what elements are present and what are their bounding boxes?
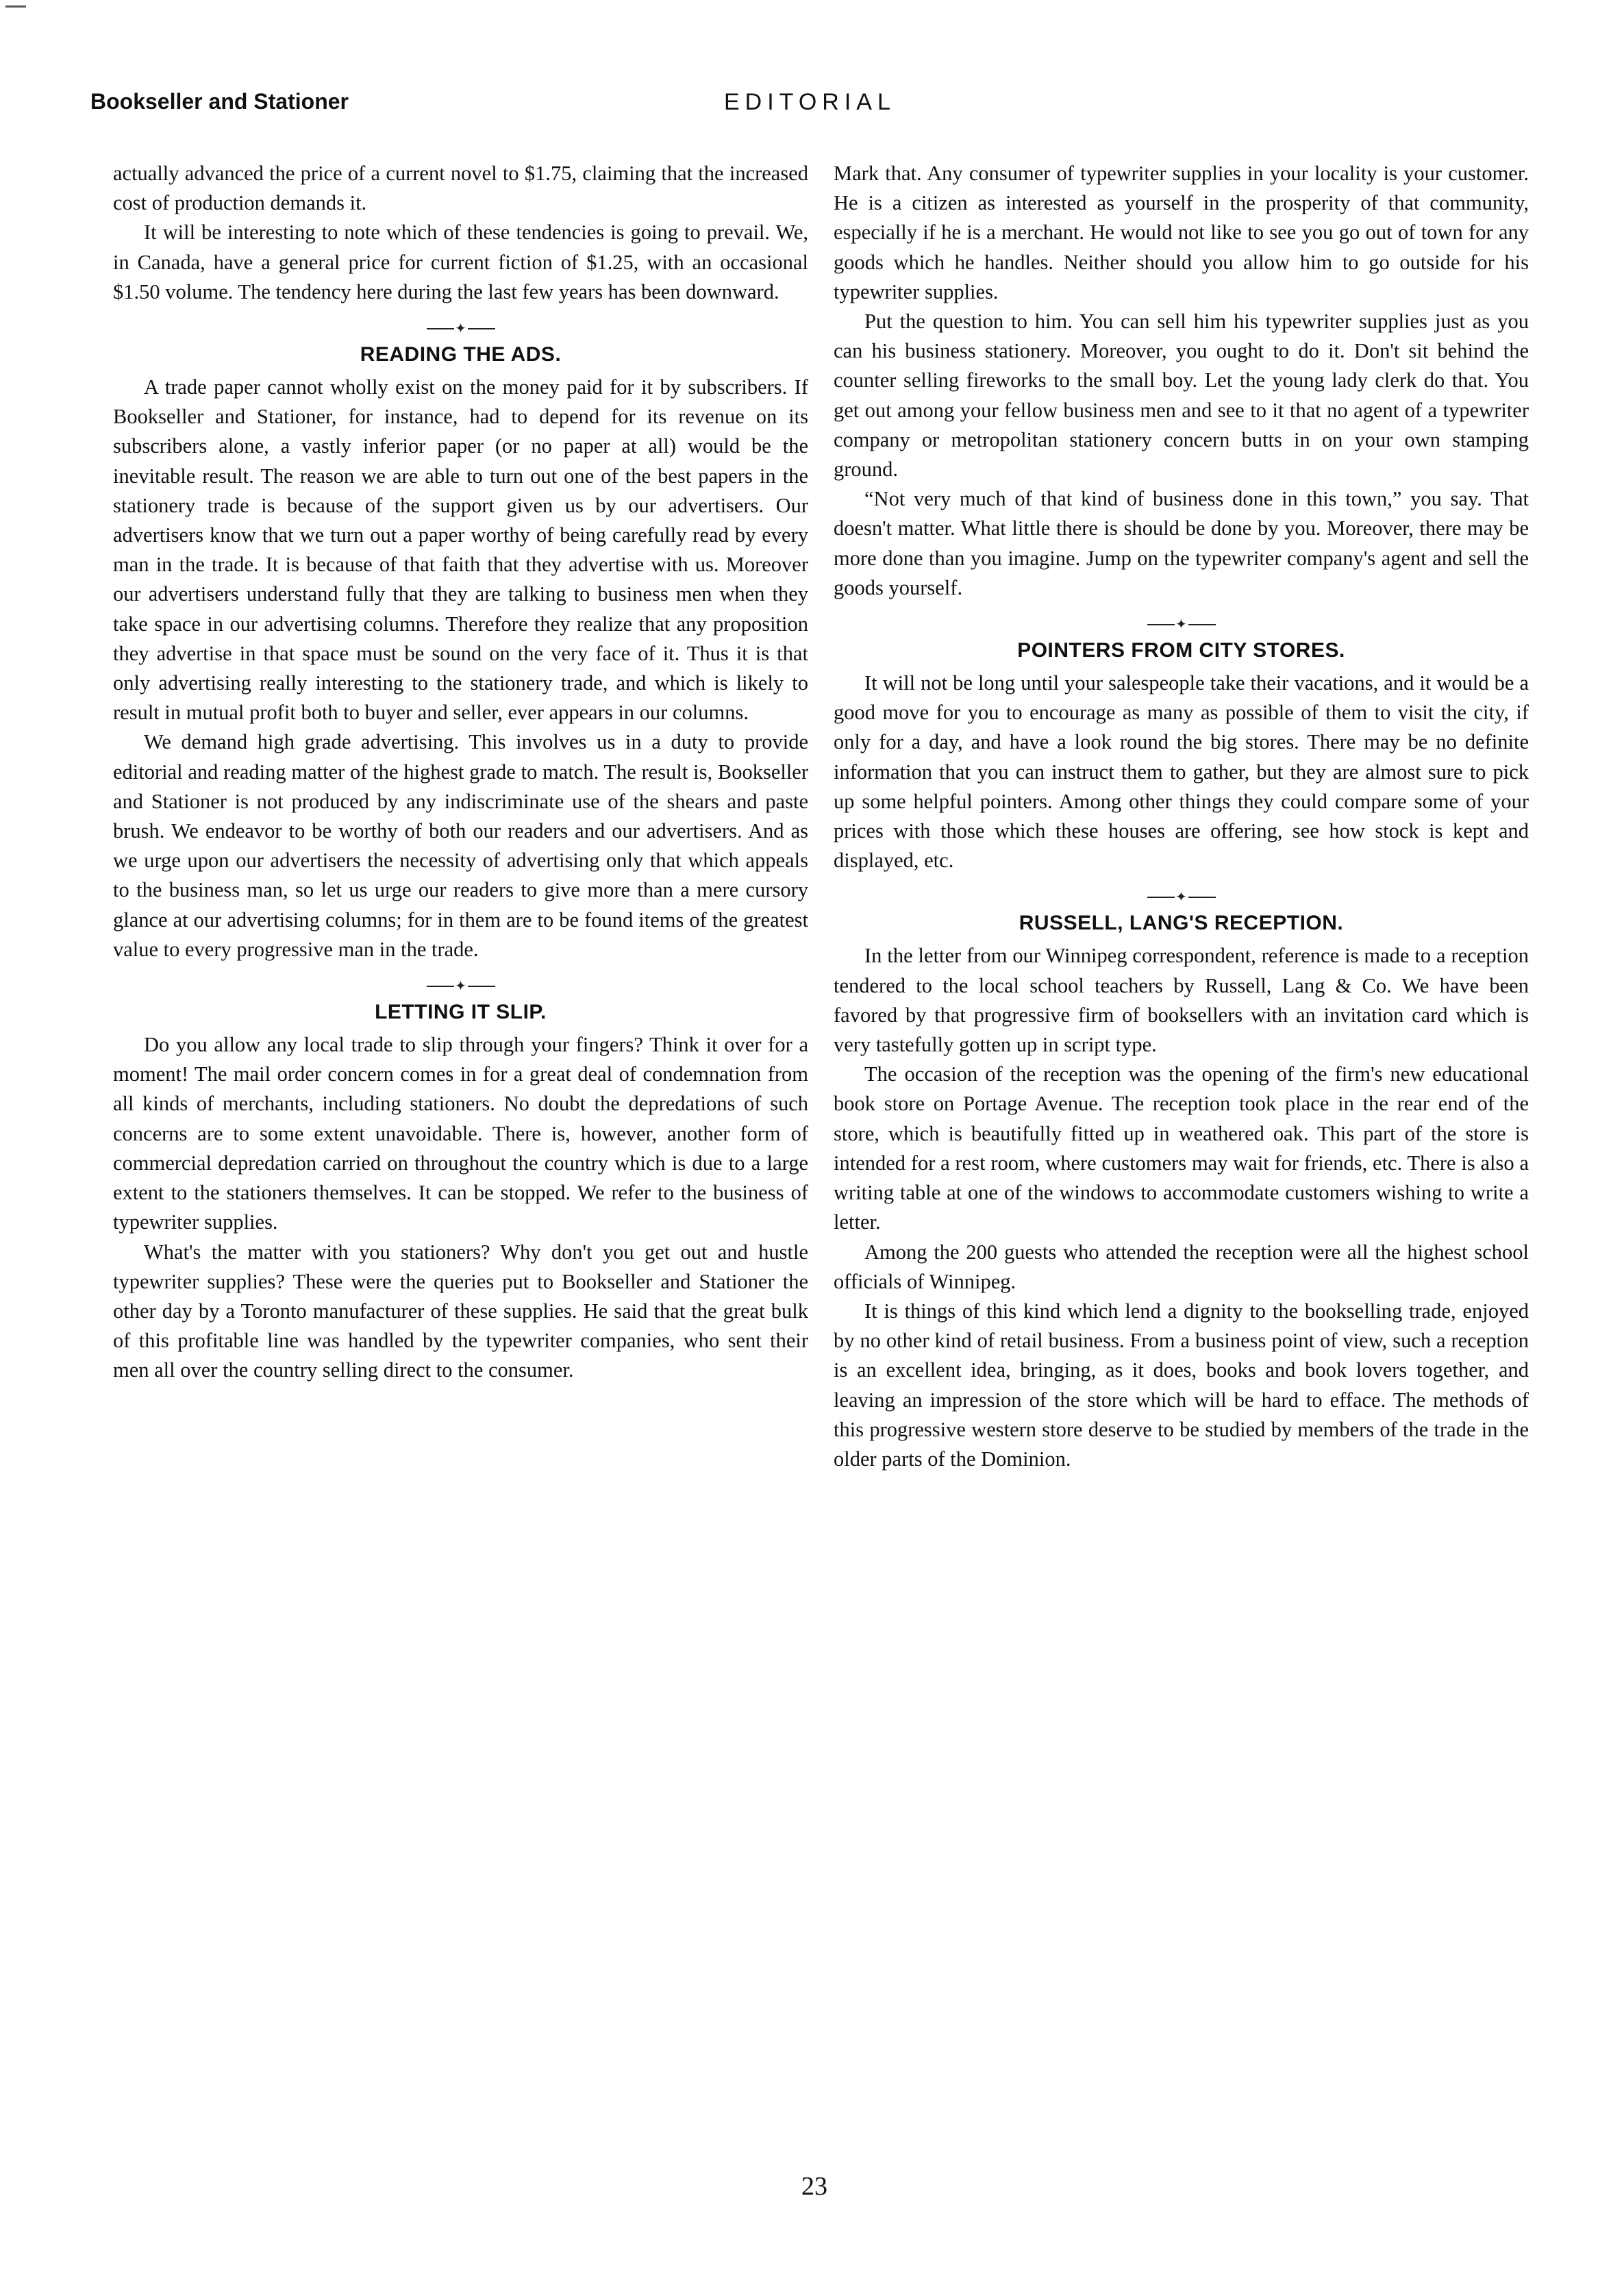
- paragraph: Put the question to him. You can sell him his typewriter supplies just as you can his business stationery. Moreover, you ought to do it. Don't sit behind the counter selling fireworks to the small boy. Let the young lady clerk do that. You get out among your fellow business men and see to it that no agent of a typewriter company or metropolitan stationery concern butts in on your own stamping ground.: [834, 310, 1529, 482]
- paragraph: It will be interesting to note which of these tendencies is going to prevail. We, in Canada, have a general price for current fiction of $1.25, with an occasional $1.50 volume. The tendency here during the last few years has been downward.: [113, 221, 808, 303]
- paragraph: A trade paper cannot wholly exist on the money paid for it by subscribers. If Bookseller and Stationer, for instance, had to depend for its revenue on its subscribers alone, a vastly inferior paper (or no paper at all) would be the inevitable result. The reason we are able to turn out one of the best papers in the stationery trade is because of the support given us by our advertisers. Our advertisers know that we turn out a paper worthy of being carefully read by every man in the trade. It is because of that faith that they advertise with us. Moreover our advertisers understand fully that they are talking to business men when they take space in our advertising columns. Therefore they realize that any proposition they advertise in that space must be sound on the very face of it. Thus it is that only advertising really interesting to the stationery trade, and which is likely to result in mutual profit both to buyer and seller, ever appears in our columns.: [113, 375, 808, 725]
- section-divider: ✦: [427, 321, 495, 337]
- heading-letting-it-slip: LETTING IT SLIP.: [375, 1001, 547, 1024]
- paragraph: In the letter from our Winnipeg correspondent, reference is made to a reception tendered to the local school teachers by Russell, Lang & Co. We have been favored by that progressive firm of booksellers with an invitation card which is very tastefully gotten up in script type.: [834, 944, 1529, 1057]
- paragraph: It is things of this kind which lend a dignity to the bookselling trade, enjoyed by no other kind of retail business. From a business point of view, such a reception is an excellent idea, bringing, as it does, books and book lovers together, and leaving an impression of the store which will be hard to efface. The methods of this progressive western store deserve to be studied by members of the trade in the older parts of the Dominion.: [834, 1299, 1529, 1471]
- page-header: [90, 89, 1536, 130]
- scan-mark: [5, 5, 26, 8]
- paragraph: “Not very much of that kind of business done in this town,” you say. That doesn't matter. What little there is should be done by you. Moreover, there may be more done than you imagine. Jump on the typewriter company's agent and sell the goods yourself.: [834, 487, 1529, 599]
- paragraph: Among the 200 guests who attended the reception were all the highest school officials of Winnipeg.: [834, 1240, 1529, 1293]
- paragraph: Mark that. Any consumer of typewriter supplies in your locality is your customer. He is a citizen as interested as yourself in the prosperity of that community, especially if he is a merchant. He would not like to see you go out of town for any goods which he handles. Neither should you allow him to go outside for his typewriter supplies.: [834, 162, 1529, 303]
- heading-pointers-from-city-stores: POINTERS FROM CITY STORES.: [1017, 639, 1345, 662]
- heading-reading-the-ads: READING THE ADS.: [360, 343, 562, 366]
- publication-name: Bookseller and Stationer: [90, 89, 349, 114]
- section-divider: ✦: [1147, 889, 1216, 906]
- paragraph: It will not be long until your salespeople take their vacations, and it would be a good move for you to encourage as many as possible of them to visit the city, if only for a day, and have a look round the big stores. There may be no definite information that you can instruct them to gather, but they are almost sure to pick up some helpful pointers. Among other things they could compare some of your prices with those which these houses are offering, see how stock is kept and displayed, etc.: [834, 671, 1529, 873]
- paragraph: What's the matter with you stationers? Why don't you get out and hustle typewriter supplies? These were the queries put to Bookseller and Stationer the other day by a Toronto manufacturer of these supplies. He said that the great bulk of this profitable line was handled by the typewriter companies, who sent their men all over the country selling direct to the consumer.: [113, 1240, 808, 1382]
- paragraph: actually advanced the price of a current novel to $1.75, claiming that the increased cost of production demands it.: [113, 162, 808, 215]
- paragraph: Do you allow any local trade to slip through your fingers? Think it over for a moment! The mail order concern comes in for a great deal of condemnation from all kinds of merchants, including stationers. No doubt the depredations of such concerns are to some extent unavoidable. There is, however, another form of commercial depredation carried on throughout the country which is due to a large extent to the stationers themselves. It can be stopped. We refer to the business of typewriter supplies.: [113, 1033, 808, 1234]
- page-number: 23: [801, 2172, 827, 2201]
- section-divider: ✦: [1147, 616, 1216, 633]
- heading-russell-langs-reception: RUSSELL, LANG'S RECEPTION.: [1019, 912, 1344, 935]
- section-label: EDITORIAL: [724, 89, 896, 115]
- left-column: [113, 159, 808, 1386]
- right-column: [834, 159, 1529, 1474]
- paragraph: The occasion of the reception was the opening of the firm's new educational book store on Portage Avenue. The reception took place in the rear end of the store, which is beautifully fitted up in weathered oak. This part of the store is intended for a rest room, where customers may wait for friends, etc. There is also a writing table at one of the windows to accommodate customers wishing to write a letter.: [834, 1062, 1529, 1234]
- paragraph: We demand high grade advertising. This involves us in a duty to provide editorial and reading matter of the highest grade to match. The result is, Bookseller and Stationer is not produced by any indiscriminate use of the shears and paste brush. We endeavor to be worthy of both our readers and our advertisers. And as we urge upon our advertisers the necessity of advertising only that which appeals to the business man, so let us urge our readers to give more than a mere cursory glance at our advertising columns; for in them are to be found items of the greatest value to every progressive man in the trade.: [113, 730, 808, 961]
- section-divider: ✦: [427, 978, 495, 995]
